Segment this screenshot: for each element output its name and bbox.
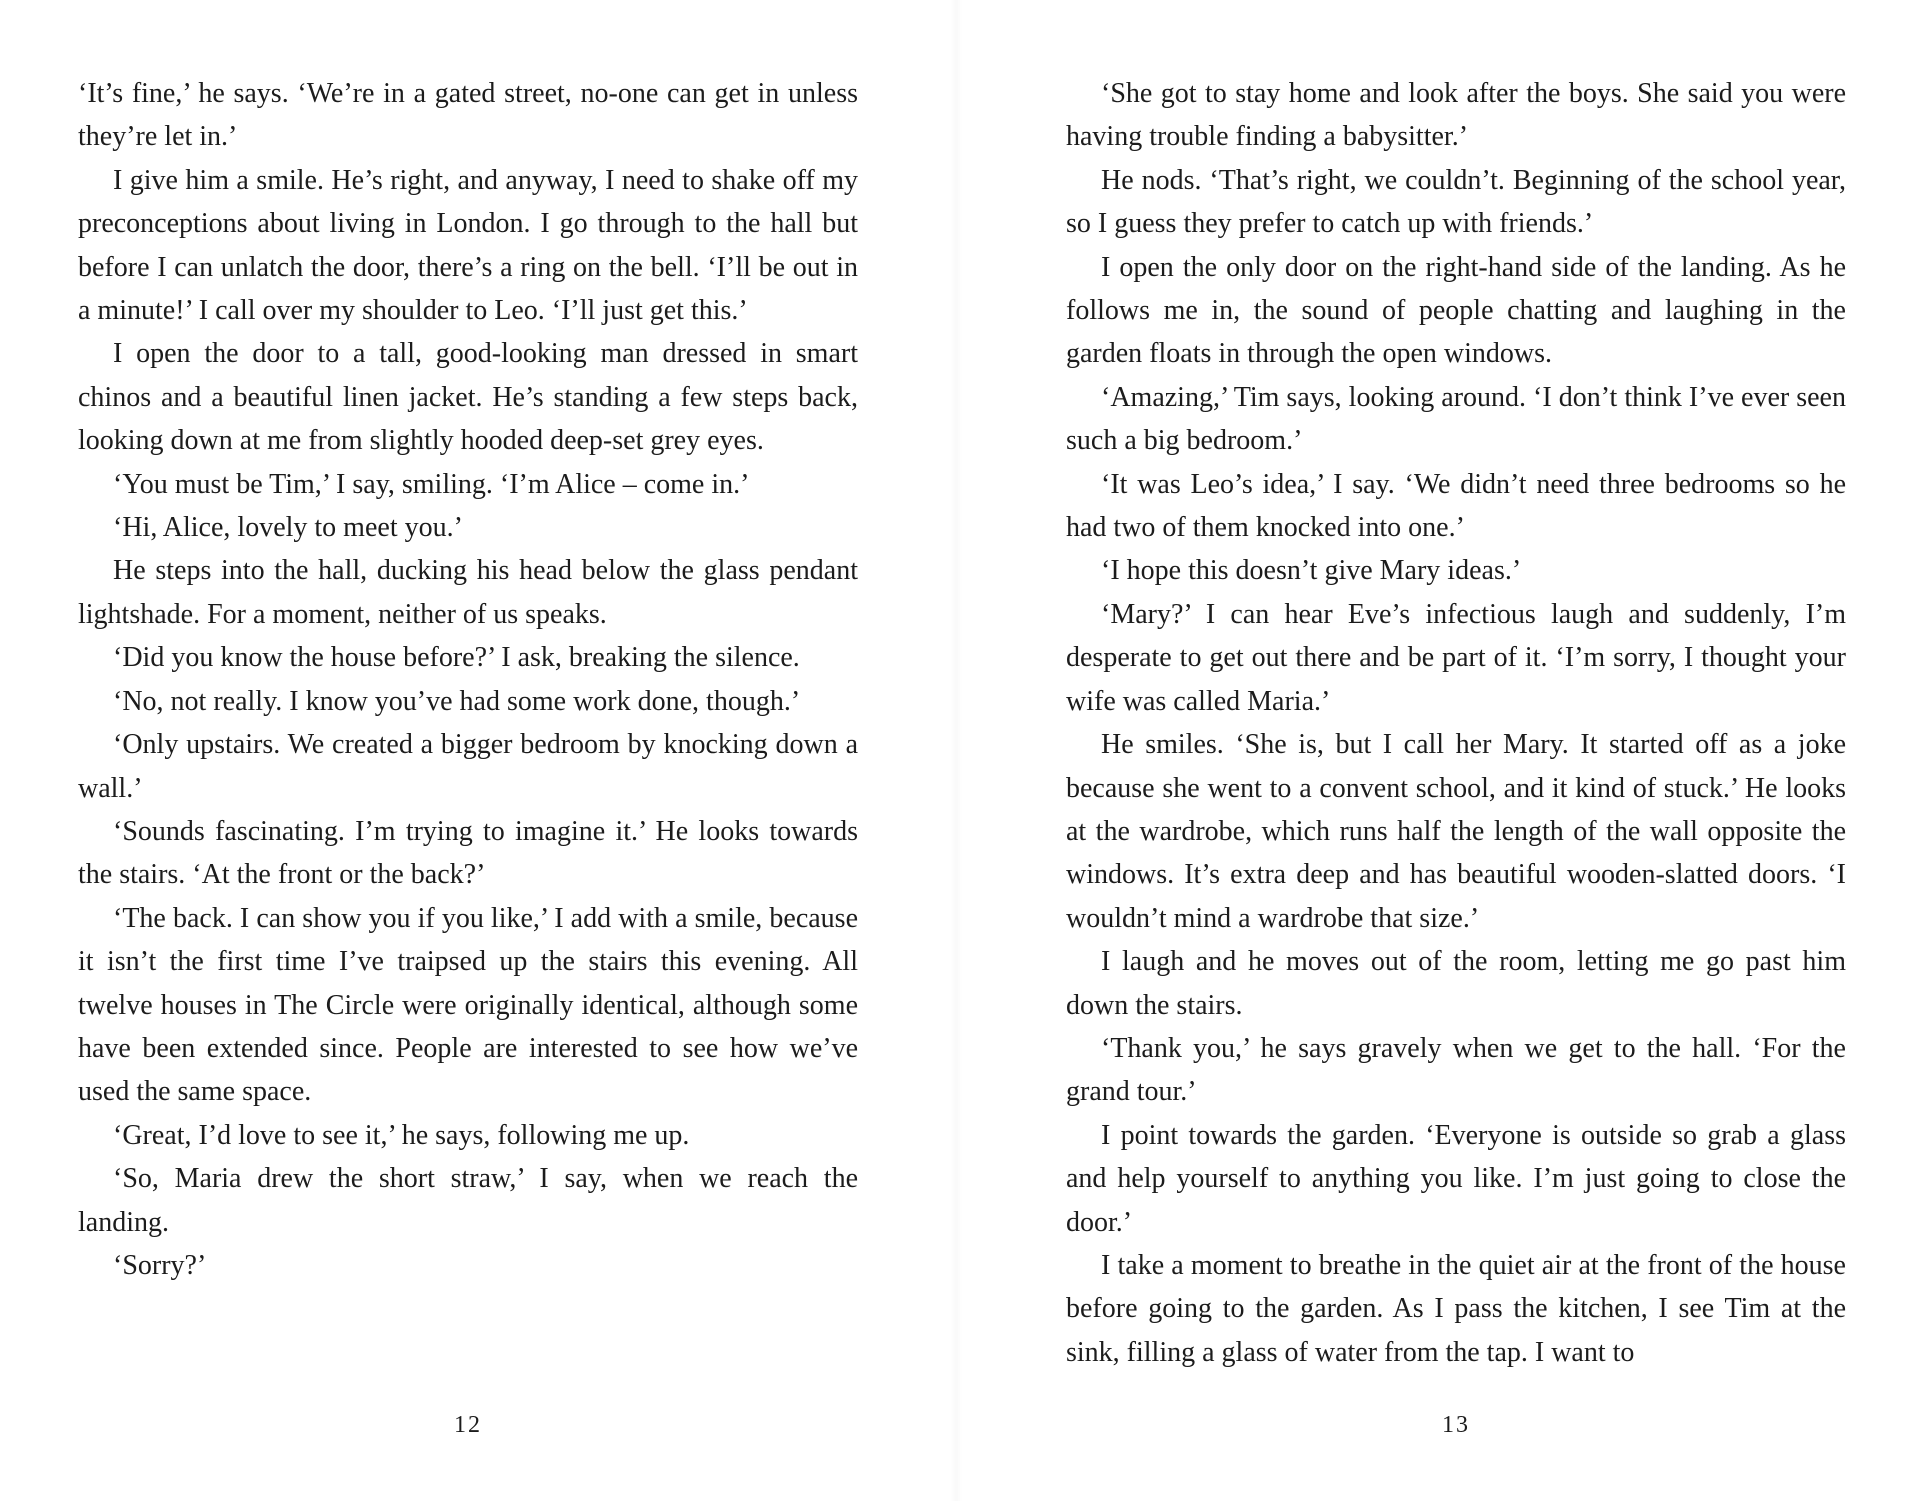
right-page: [1066, 72, 1846, 1374]
left-page-body: [78, 72, 858, 1287]
paragraph: I open the door to a tall, good-looking man dressed in smart chinos and a beautiful linen jacket. He’s standing a few steps back, looking down at me from slightly hooded deep-set grey eyes.: [78, 338, 858, 457]
paragraph: He steps into the hall, ducking his head below the glass pendant lightshade. For a moment, neither of us speaks.: [78, 555, 858, 630]
left-page: [78, 72, 858, 1287]
paragraph: ‘You must be Tim,’ I say, smiling. ‘I’m Alice – come in.’: [113, 468, 750, 500]
page-number-left: 12: [454, 1412, 482, 1438]
page-number-right: 13: [1442, 1412, 1470, 1438]
paragraph: I take a moment to breathe in the quiet air at the front of the house before going to the garden. As I pass the kitchen, I see Tim at the sink, filling a glass of water from the tap. I want to: [1066, 1249, 1846, 1368]
paragraph: I point towards the garden. ‘Everyone is outside so grab a glass and help yourself to anything you like. I’m just going to close the door.’: [1066, 1119, 1846, 1238]
book-gutter: [950, 0, 962, 1501]
paragraph: ‘It’s fine,’ he says. ‘We’re in a gated street, no-one can get in unless they’re let in.’: [78, 78, 858, 153]
paragraph: ‘No, not really. I know you’ve had some work done, though.’: [113, 685, 801, 717]
paragraph: ‘So, Maria drew the short straw,’ I say, when we reach the landing.: [78, 1163, 858, 1238]
paragraph: I give him a smile. He’s right, and anyway, I need to shake off my preconceptions about living in London. I go through to the hall but before I can unlatch the door, there’s a ring on the bell. ‘I’ll be out in a minute!’ I call over my shoulder to Leo. ‘I’ll just get this.’: [78, 164, 858, 327]
paragraph: ‘I hope this doesn’t give Mary ideas.’: [1101, 555, 1522, 587]
paragraph: ‘She got to stay home and look after the boys. She said you were having trouble finding a babysitter.’: [1066, 78, 1846, 153]
paragraph: ‘Did you know the house before?’ I ask, breaking the silence.: [113, 642, 800, 674]
paragraph: I open the only door on the right-hand side of the landing. As he follows me in, the sound of people chatting and laughing in the garden floats in through the open windows.: [1066, 251, 1846, 370]
paragraph: ‘Sorry?’: [113, 1249, 207, 1281]
paragraph: He nods. ‘That’s right, we couldn’t. Beginning of the school year, so I guess they prefer to catch up with friends.’: [1066, 164, 1846, 240]
right-page-body: [1066, 72, 1846, 1374]
paragraph: He smiles. ‘She is, but I call her Mary. It started off as a joke because she went to a convent school, and it kind of stuck.’ He looks at the wardrobe, which runs half the length of the wall opposite the windows. It’s extra deep and has beautiful wooden-slatted doors. ‘I wouldn’t mind a wardrobe that size.’: [1066, 729, 1846, 934]
paragraph: ‘Great, I’d love to see it,’ he says, following me up.: [113, 1119, 690, 1151]
paragraph: ‘Sounds fascinating. I’m trying to imagine it.’ He looks towards the stairs. ‘At the front or the back?’: [78, 815, 858, 891]
paragraph: I laugh and he moves out of the room, letting me go past him down the stairs.: [1066, 946, 1846, 1021]
paragraph: ‘Thank you,’ he says gravely when we get to the hall. ‘For the grand tour.’: [1066, 1032, 1846, 1108]
paragraph: ‘Only upstairs. We created a bigger bedroom by knocking down a wall.’: [78, 729, 858, 804]
paragraph: ‘Hi, Alice, lovely to meet you.’: [113, 512, 463, 544]
paragraph: ‘Amazing,’ Tim says, looking around. ‘I don’t think I’ve ever seen such a big bedroom.’: [1066, 381, 1846, 457]
paragraph: ‘The back. I can show you if you like,’ I add with a smile, because it isn’t the first time I’ve traipsed up the stairs this evening. All twelve houses in The Circle were originally identical, although some have been extended since. People are interested to see how we’ve used the same space.: [78, 902, 858, 1108]
paragraph: ‘It was Leo’s idea,’ I say. ‘We didn’t need three bedrooms so he had two of them knocked into one.’: [1066, 468, 1846, 544]
paragraph: ‘Mary?’ I can hear Eve’s infectious laugh and suddenly, I’m desperate to get out there and be part of it. ‘I’m sorry, I thought your wife was called Maria.’: [1066, 598, 1846, 717]
